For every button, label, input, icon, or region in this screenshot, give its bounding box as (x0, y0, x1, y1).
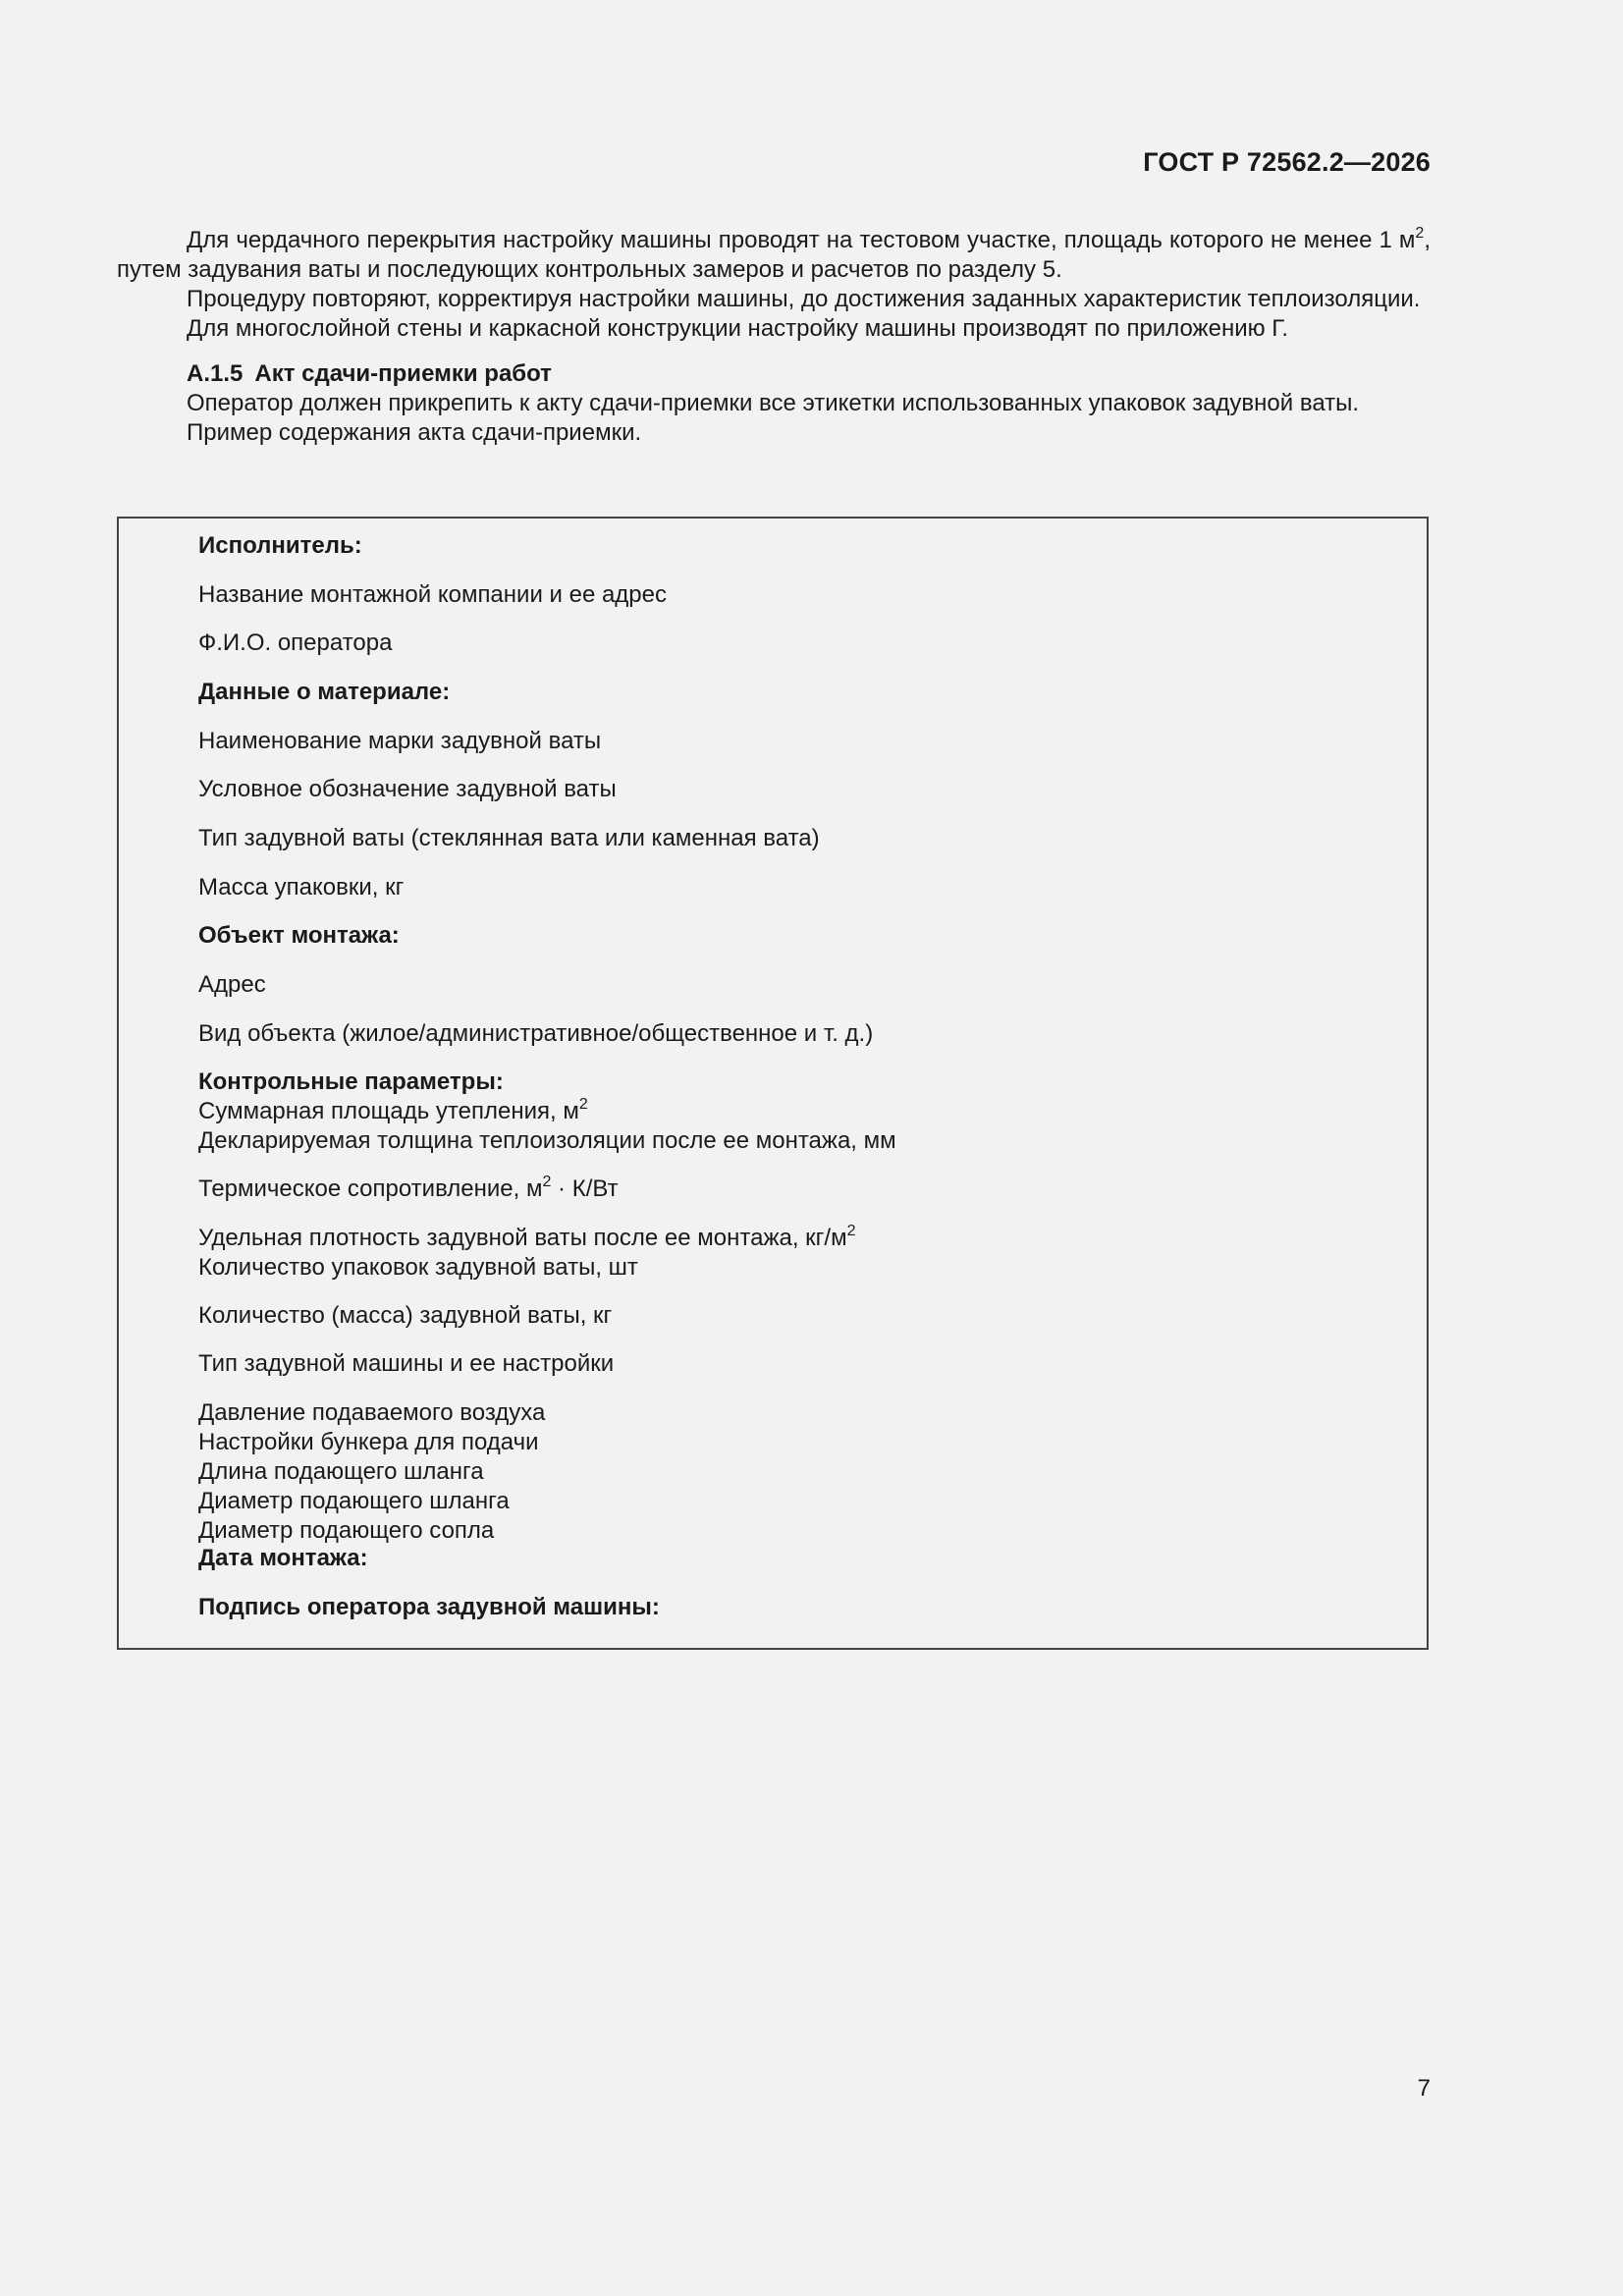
superscript: 2 (1415, 225, 1425, 242)
body-text (117, 226, 1431, 448)
document-code: ГОСТ Р 72562.2—2026 (1143, 147, 1431, 177)
section-title: Акт сдачи-приемки работ (254, 360, 552, 387)
machine-type-line: Тип задувной машины и ее настройки (198, 1350, 615, 1377)
density-text: Удельная плотность задувной ваты после ее монтажа, кг/м (198, 1225, 847, 1251)
paragraph-repeat: Процедуру повторяют, корректируя настройки машины, до достижения заданных характеристик теплоизоляции. (187, 286, 1421, 312)
package-mass-line: Масса упаковки, кг (198, 874, 405, 901)
control-parameters-block (198, 1067, 896, 1156)
paragraph-attic-text-end: , путем задувания ваты и последующих контрольных замеров и расчетов по разделу 5. (117, 227, 1431, 283)
material-heading: Данные о материале: (198, 679, 451, 705)
section-a-1-5 (117, 359, 1431, 448)
paragraph-multilayer: Для многослойной стены и каркасной конструкции настройку машины производят по приложению Г. (187, 315, 1289, 342)
page-number: 7 (1417, 2075, 1431, 2102)
hopper-settings-line: Настройки бункера для подачи (198, 1429, 539, 1455)
operator-name-line: Ф.И.О. оператора (198, 629, 393, 656)
object-type-line: Вид объекта (жилое/административное/общественное и т. д.) (198, 1020, 874, 1047)
thermal-resistance-line (198, 1175, 619, 1204)
section-line: Оператор должен прикрепить к акту сдачи-приемки все этикетки использованных упаковок задувной ваты. (187, 390, 1360, 416)
address-line: Адрес (198, 971, 266, 998)
total-area-text: Суммарная площадь утепления, м (198, 1098, 579, 1124)
superscript: 2 (542, 1174, 552, 1190)
nozzle-diameter-line: Диаметр подающего сопла (198, 1517, 495, 1544)
hose-diameter-line: Диаметр подающего шланга (198, 1488, 510, 1514)
object-heading: Объект монтажа: (198, 922, 400, 949)
density-block (198, 1224, 856, 1283)
brand-line: Наименование марки задувной ваты (198, 728, 602, 754)
total-area-line (198, 1097, 896, 1126)
superscript: 2 (578, 1096, 588, 1113)
section-heading (117, 359, 1431, 389)
signature-heading: Подпись оператора задувной машины: (198, 1594, 660, 1620)
company-line: Название монтажной компании и ее адрес (198, 581, 667, 608)
control-heading: Контрольные параметры: (198, 1068, 504, 1095)
package-count-line: Количество упаковок задувной ваты, шт (198, 1254, 638, 1281)
machine-settings-block (198, 1398, 545, 1546)
acceptance-act-box (117, 517, 1429, 1650)
thermal-resistance-text: Термическое сопротивление, м (198, 1175, 543, 1202)
density-line (198, 1224, 856, 1253)
paragraph-attic-text: Для чердачного перекрытия настройку машины проводят на тестовом участке, площадь которого не менее 1 м (187, 227, 1416, 253)
wool-type-line: Тип задувной ваты (стеклянная вата или каменная вата) (198, 825, 820, 851)
hose-length-line: Длина подающего шланга (198, 1458, 484, 1485)
section-number: А.1.5 (187, 360, 243, 387)
air-pressure-line: Давление подаваемого воздуха (198, 1399, 546, 1426)
superscript: 2 (846, 1223, 856, 1239)
thermal-resistance-unit: · К/Вт (551, 1175, 619, 1202)
paragraph-attic (117, 226, 1431, 285)
wool-quantity-line: Количество (масса) задувной ваты, кг (198, 1302, 613, 1329)
thickness-line: Декларируемая толщина теплоизоляции после ее монтажа, мм (198, 1127, 896, 1154)
date-heading: Дата монтажа: (198, 1545, 368, 1571)
designation-line: Условное обозначение задувной ваты (198, 776, 617, 802)
executor-heading: Исполнитель: (198, 532, 362, 559)
section-line: Пример содержания акта сдачи-приемки. (187, 419, 642, 446)
